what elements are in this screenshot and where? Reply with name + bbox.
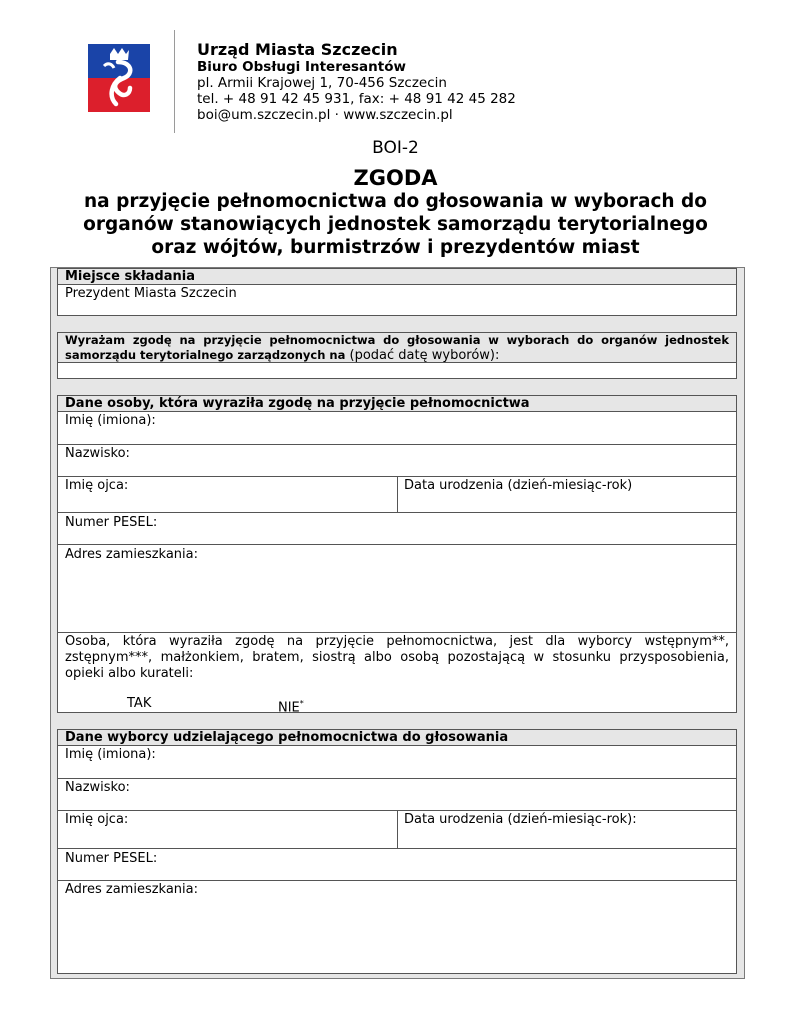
proxy-address-row[interactable] xyxy=(58,544,736,545)
office-name: Urząd Miasta Szczecin xyxy=(197,40,398,59)
place-section xyxy=(57,268,737,316)
proxy-relation-row xyxy=(58,632,736,633)
voter-pesel-row[interactable] xyxy=(58,848,736,849)
voter-father-name-label: Imię ojca: xyxy=(65,812,129,827)
subtitle-line-3: oraz wójtów, burmistrzów i prezydentów miast xyxy=(151,237,640,258)
relation-no-label: NIE xyxy=(278,700,300,716)
proxy-father-name-label: Imię ojca: xyxy=(65,478,129,493)
voter-header: Dane wyborcy udzielającego pełnomocnictwa do głosowania xyxy=(58,730,736,746)
voter-pesel-label: Numer PESEL: xyxy=(65,851,158,866)
voter-last-name-label: Nazwisko: xyxy=(65,780,130,795)
consent-date-hint: (podać datę wyborów): xyxy=(345,348,500,363)
voter-section xyxy=(57,729,737,974)
proxy-section xyxy=(57,395,737,716)
form-subtitle xyxy=(60,190,731,259)
subtitle-line-1: na przyjęcie pełnomocnictwa do głosowania w wyborach do xyxy=(83,191,707,212)
szczecin-logo-icon xyxy=(88,44,150,112)
place-value: Prezydent Miasta Szczecin xyxy=(65,286,237,301)
voter-first-name-label: Imię (imiona): xyxy=(65,747,156,762)
relation-no-option[interactable] xyxy=(278,696,304,716)
voter-address-label: Adres zamieszkania: xyxy=(65,882,199,897)
proxy-header: Dane osoby, która wyraziła zgodę na przyjęcie pełnomocnictwa xyxy=(58,396,736,412)
office-contact: boi@um.szczecin.pl · www.szczecin.pl xyxy=(197,107,453,123)
place-header: Miejsce składania xyxy=(58,269,736,285)
consent-text xyxy=(58,333,736,363)
relation-yes-option[interactable]: TAK xyxy=(127,696,152,711)
proxy-last-name-label: Nazwisko: xyxy=(65,446,130,461)
relation-no-footnote-mark: * xyxy=(299,699,304,708)
department-name: Biuro Obsługi Interesantów xyxy=(197,59,406,75)
header-divider xyxy=(174,30,175,133)
voter-column-divider xyxy=(397,810,398,848)
office-phone: tel. + 48 91 42 45 931, fax: + 48 91 42 45 282 xyxy=(197,91,516,107)
proxy-last-name-row[interactable] xyxy=(58,444,736,445)
proxy-first-name-label: Imię (imiona): xyxy=(65,413,156,428)
election-date-field[interactable] xyxy=(65,364,725,378)
voter-birth-date-label: Data urodzenia (dzień-miesiąc-rok): xyxy=(404,812,637,827)
consent-section xyxy=(57,332,737,379)
form-code: BOI-2 xyxy=(372,138,419,158)
proxy-pesel-row[interactable] xyxy=(58,512,736,513)
proxy-pesel-label: Numer PESEL: xyxy=(65,515,158,530)
form-title: ZGODA xyxy=(353,166,438,190)
consent-bold-text: Wyrażam zgodę na przyjęcie pełnomocnictwa do głosowania w wyborach do organów jednostek samorządu terytorialnego zarządzonych na xyxy=(65,333,729,362)
voter-last-name-row[interactable] xyxy=(58,778,736,779)
proxy-column-divider xyxy=(397,476,398,512)
office-header xyxy=(197,40,516,123)
proxy-relation-text: Osoba, która wyraziła zgodę na przyjęcie pełnomocnictwa, jest dla wyborcy wstępnym**, zstępnym***, małżonkiem, bratem, siostrą albo osobą pozostającą w stosunku przysposobienia, opieki albo kurateli: xyxy=(65,634,729,681)
proxy-address-label: Adres zamieszkania: xyxy=(65,547,199,562)
proxy-birth-date-label: Data urodzenia (dzień-miesiąc-rok) xyxy=(404,478,633,493)
subtitle-line-2: organów stanowiących jednostek samorządu terytorialnego xyxy=(83,214,708,235)
office-address: pl. Armii Krajowej 1, 70-456 Szczecin xyxy=(197,75,447,91)
voter-address-row[interactable] xyxy=(58,880,736,881)
